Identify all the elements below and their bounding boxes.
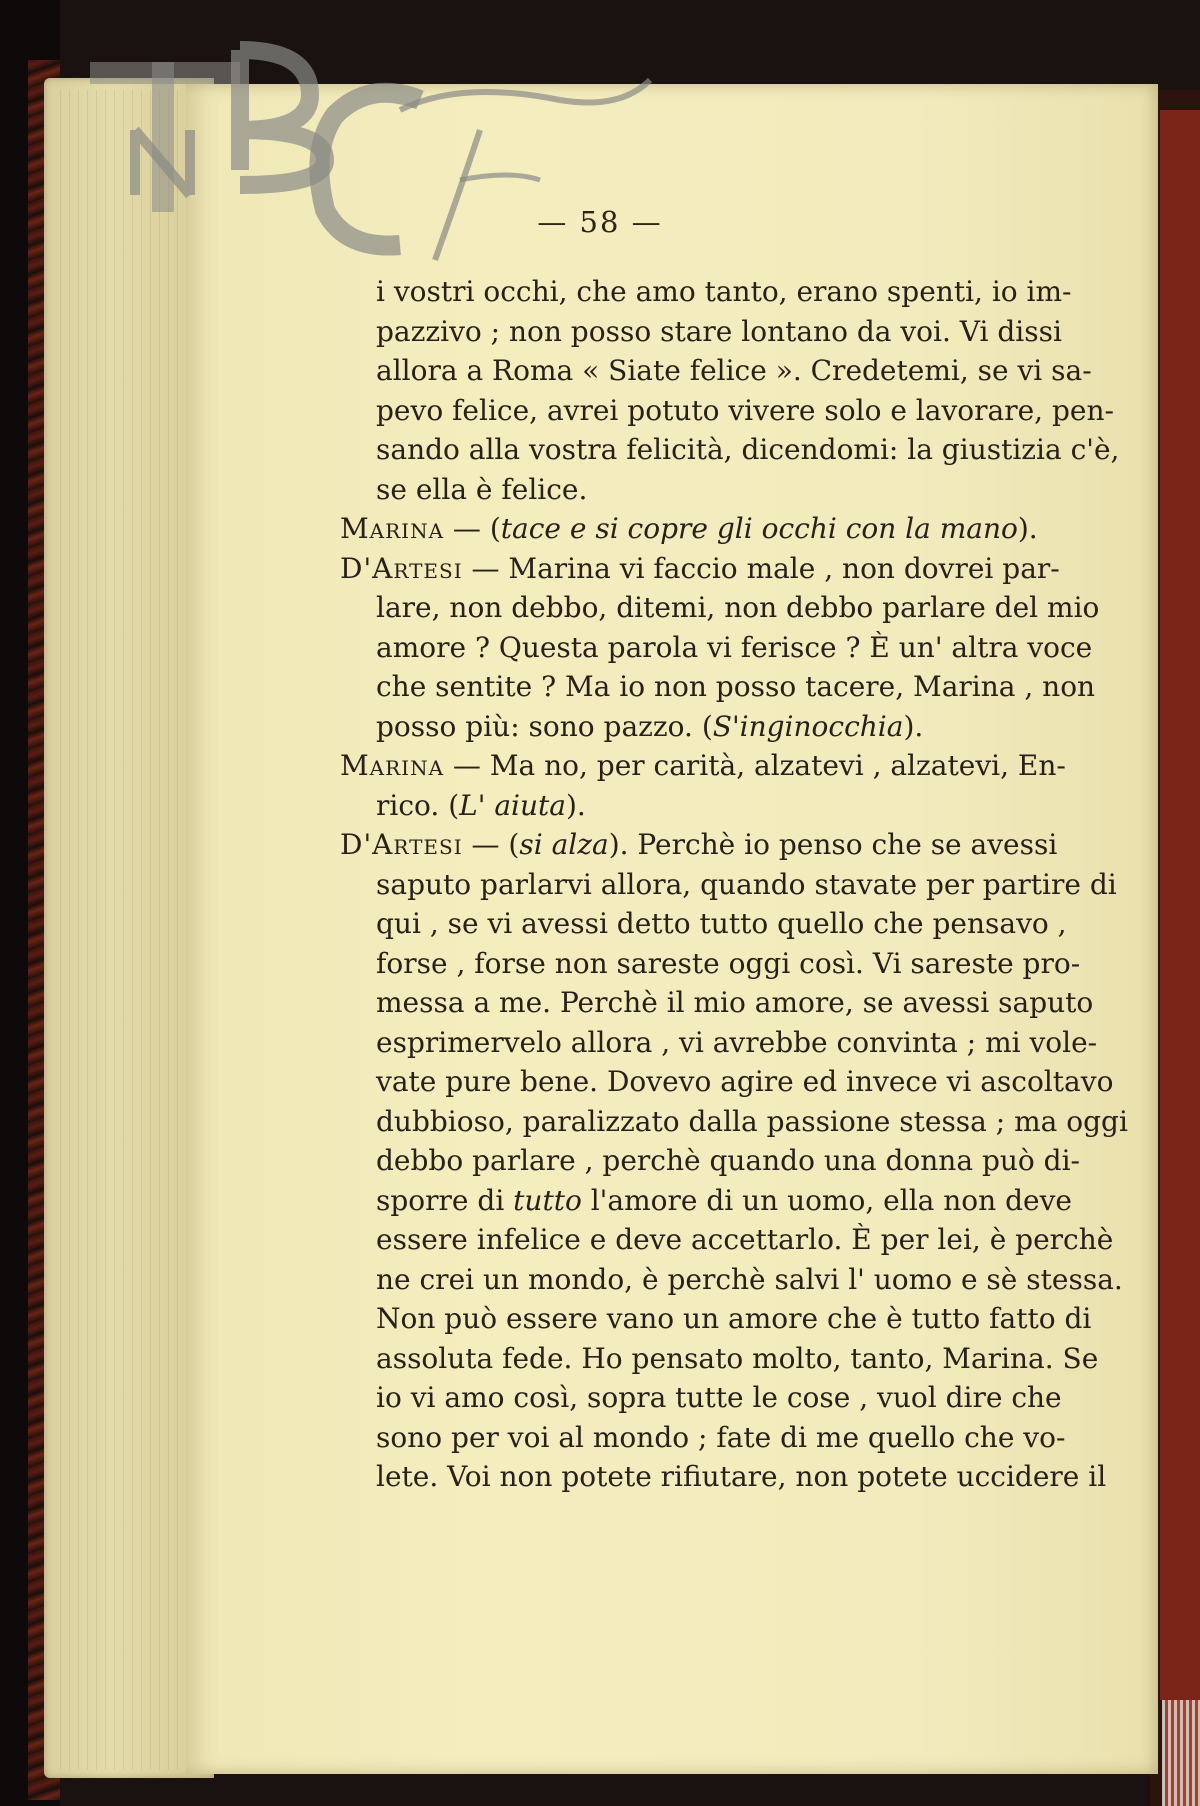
text-line	[340, 904, 1125, 944]
red-endpaper	[1160, 110, 1200, 1700]
emphasis: tutto	[513, 1183, 582, 1217]
line-text: che sentite ? Ma io non posso tacere, Marina , non	[376, 670, 1096, 703]
text-line	[340, 944, 1125, 984]
text-line	[340, 1023, 1125, 1063]
text-line	[340, 470, 1125, 510]
line-text: se ella è felice.	[376, 472, 588, 506]
speaker-name: D'Artesi	[340, 551, 463, 585]
text-line	[340, 865, 1125, 905]
line-text: — (	[444, 512, 501, 545]
text-line	[340, 430, 1125, 470]
text-line	[340, 983, 1125, 1023]
line-text: i vostri occhi, che amo tanto, erano spenti, io im-	[376, 275, 1072, 308]
line-text: ne crei un mondo, è perchè salvi l' uomo e sè stessa.	[376, 1262, 1123, 1296]
line-text: ).	[1017, 512, 1038, 545]
stage-direction: L' aiuta	[459, 788, 566, 822]
dialogue-line	[340, 825, 1125, 865]
line-text: ).	[903, 709, 924, 743]
line-text: essere infelice e deve accettarlo. È per lei, è perchè	[376, 1223, 1114, 1256]
text-line	[340, 1141, 1125, 1181]
line-text: lete. Voi non potete rifiutare, non potete uccidere il	[376, 1460, 1107, 1493]
speaker-name: Marina	[340, 512, 445, 545]
line-text: lare, non debbo, ditemi, non debbo parlare del mio	[376, 591, 1100, 624]
text-line	[340, 1260, 1125, 1300]
text-line	[340, 1299, 1125, 1339]
line-text: — Ma no, per carità, alzatevi , alzatevi, En-	[444, 749, 1066, 782]
line-text: posso più: sono pazzo. (	[376, 709, 713, 743]
line-text: forse , forse non sareste oggi così. Vi sareste pro-	[376, 946, 1081, 980]
line-text: dubbioso, paralizzato dalla passione stessa ; ma oggi	[376, 1104, 1128, 1138]
line-text: io vi amo così, sopra tutte le cose , vuol dire che	[376, 1381, 1062, 1414]
line-text: ).	[565, 788, 586, 822]
line-text: debbo parlare , perchè quando una donna può di-	[376, 1144, 1080, 1177]
line-text: pevo felice, avrei potuto vivere solo e lavorare, pen-	[376, 393, 1114, 427]
line-text: rico. (	[376, 788, 460, 822]
line-text: sporre di	[376, 1183, 514, 1217]
line-text: assoluta fede. Ho pensato molto, tanto, Marina. Se	[376, 1341, 1099, 1375]
line-text: amore ? Questa parola vi ferisce ? È un' altra voce	[376, 630, 1093, 664]
stage-direction: S'inginocchia	[712, 709, 904, 743]
text-line	[340, 312, 1125, 352]
line-text: vate pure bene. Dovevo agire ed invece vi ascoltavo	[376, 1065, 1114, 1098]
line-text: sando alla vostra felicità, dicendomi: la giustizia c'è,	[376, 433, 1120, 466]
speaker-name: Marina	[340, 749, 445, 782]
dialogue-line	[340, 509, 1125, 549]
text-line	[340, 1220, 1125, 1260]
dialogue-line	[340, 549, 1125, 589]
text-line	[340, 1181, 1125, 1221]
text-line	[340, 1457, 1125, 1497]
line-text: ). Perchè io penso che se avessi	[608, 828, 1058, 861]
line-text: qui , se vi avessi detto tutto quello che pensavo ,	[376, 907, 1067, 940]
line-text: saputo parlarvi allora, quando stavate per partire di	[376, 867, 1117, 901]
text-line	[340, 707, 1125, 747]
stage-direction: si alza	[519, 828, 609, 861]
speaker-name: D'Artesi	[340, 828, 463, 861]
dialogue-line	[340, 746, 1125, 786]
text-line	[340, 667, 1125, 707]
line-text: sono per voi al mondo ; fate di me quello che vo-	[376, 1420, 1066, 1454]
text-line	[340, 1062, 1125, 1102]
text-line	[340, 1339, 1125, 1379]
stage-direction: tace e si copre gli occhi con la mano	[500, 512, 1018, 545]
text-line	[340, 588, 1125, 628]
text-line	[340, 1102, 1128, 1142]
line-text: pazzivo ; non posso stare lontano da voi. Vi dissi	[376, 314, 1062, 348]
page-number: — 58 —	[537, 205, 663, 239]
text-line	[340, 1418, 1125, 1458]
line-text: — (	[462, 828, 520, 861]
text-line	[340, 1378, 1125, 1418]
line-text: esprimervelo allora , vi avrebbe convinta ; mi vole-	[376, 1025, 1098, 1059]
text-line	[340, 272, 1125, 312]
bookmark-ribbon	[1162, 1700, 1200, 1806]
line-text: messa a me. Perchè il mio amore, se avessi saputo	[376, 986, 1094, 1019]
text-line	[340, 351, 1125, 391]
line-text: Non può essere vano un amore che è tutto fatto di	[376, 1302, 1092, 1335]
bncf-watermark-logo	[40, 20, 720, 280]
line-text: allora a Roma « Siate felice ». Credetemi, se vi sa-	[376, 354, 1092, 387]
text-line	[340, 628, 1125, 668]
play-text	[340, 272, 1128, 1497]
line-text: — Marina vi faccio male , non dovrei par-	[462, 551, 1060, 585]
line-text: l'amore di un uomo, ella non deve	[581, 1183, 1072, 1217]
text-line	[340, 786, 1125, 826]
text-line	[340, 391, 1125, 431]
